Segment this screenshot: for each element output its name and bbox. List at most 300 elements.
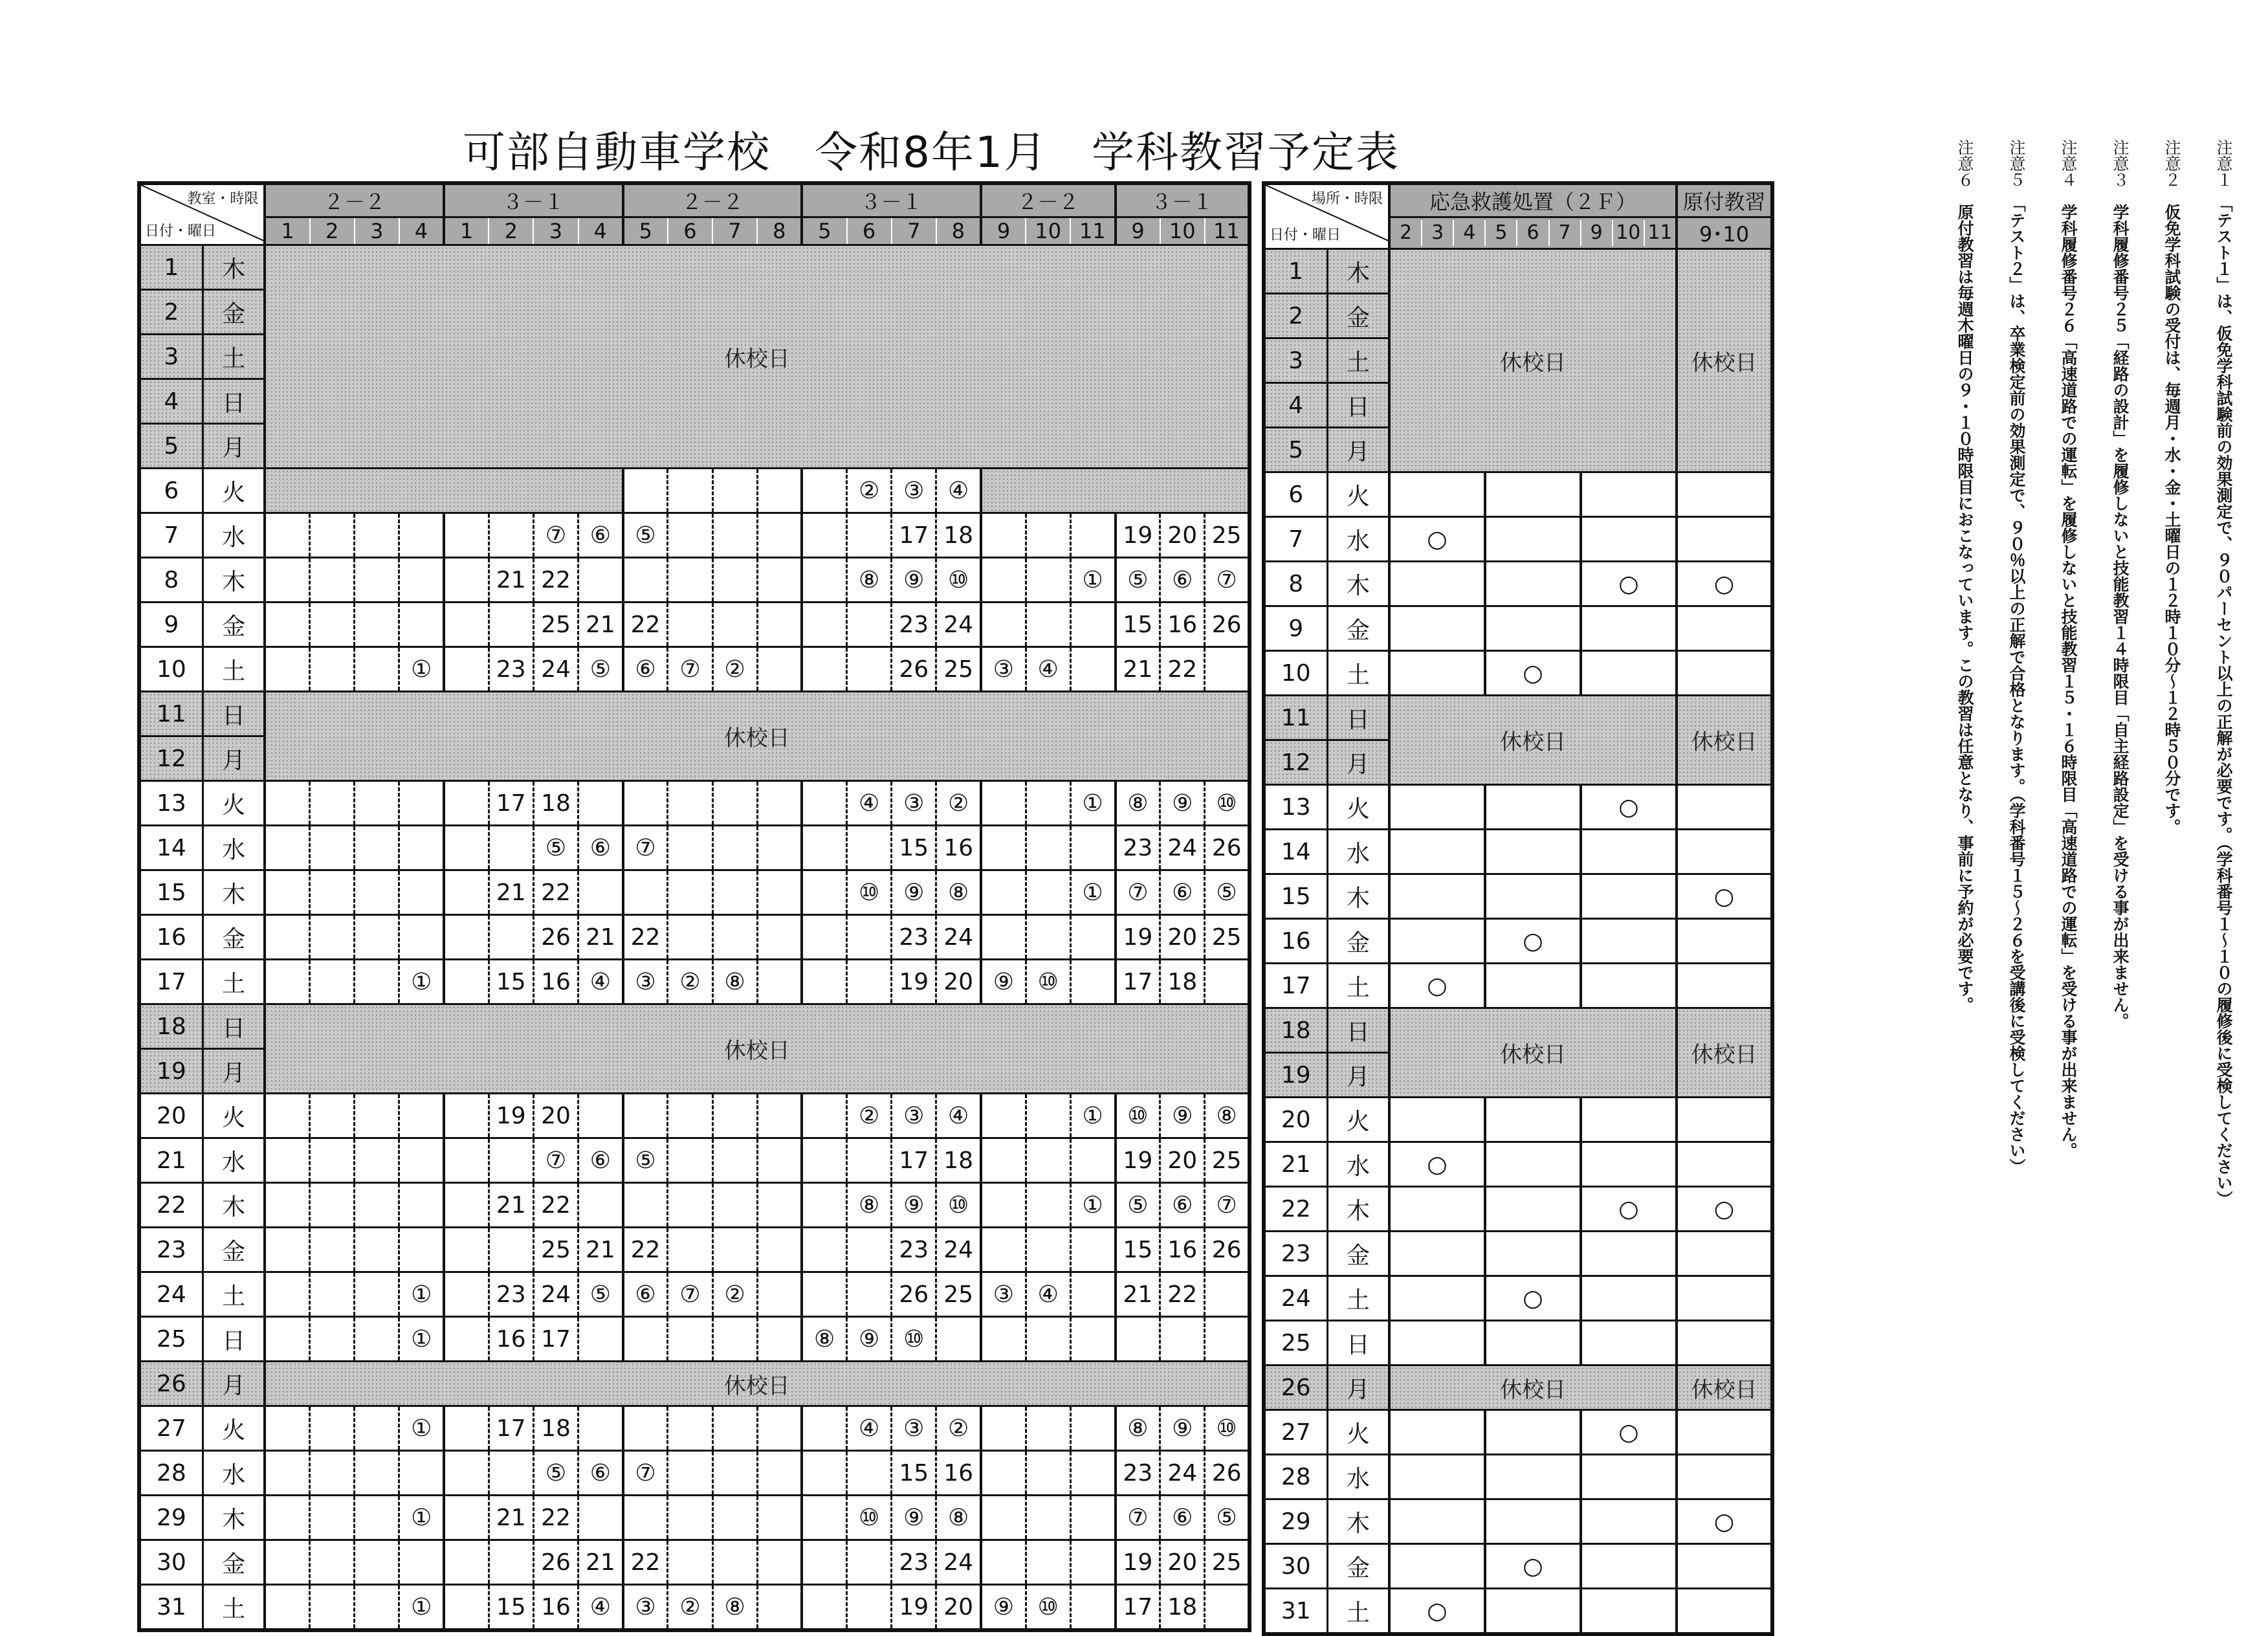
schedule-cell xyxy=(265,826,309,870)
schedule-cell xyxy=(1205,960,1250,1004)
schedule-cell: ⑤ xyxy=(578,1272,623,1317)
weekday-cell: 月 xyxy=(1327,428,1389,472)
schedule-cell xyxy=(265,1272,309,1317)
schedule-cell: 25 xyxy=(936,647,981,692)
side-mark-cell xyxy=(1677,1142,1772,1187)
schedule-cell: ④ xyxy=(578,1585,623,1631)
day-row xyxy=(139,1317,1250,1362)
date-cell: 20 xyxy=(1264,1098,1327,1142)
schedule-cell xyxy=(981,1540,1026,1585)
closed-block xyxy=(265,469,622,513)
schedule-cell: 26 xyxy=(533,915,578,960)
date-cell: 26 xyxy=(139,1362,203,1406)
schedule-cell: 21 xyxy=(1116,1272,1160,1317)
note-column xyxy=(2161,139,2182,1595)
schedule-cell xyxy=(802,1496,846,1540)
schedule-cell xyxy=(310,826,355,870)
side-mark-cell: ○ xyxy=(1581,785,1677,830)
schedule-cell xyxy=(578,558,623,602)
schedule-cell: ⑧ xyxy=(1116,781,1160,826)
side-corner-label-top: 場所・時限 xyxy=(1311,191,1383,207)
weekday-cell: 土 xyxy=(203,1272,265,1317)
schedule-cell xyxy=(757,513,802,558)
schedule-cell: ⑥ xyxy=(578,826,623,870)
schedule-cell xyxy=(265,1094,309,1138)
schedule-cell: 24 xyxy=(1160,826,1205,870)
schedule-cell: ⑦ xyxy=(1205,1183,1250,1228)
side-mark-cell xyxy=(1485,1187,1581,1232)
schedule-cell xyxy=(1070,1406,1115,1451)
day-row xyxy=(139,826,1250,870)
schedule-cell: 16 xyxy=(936,826,981,870)
day-row xyxy=(139,692,1250,736)
schedule-cell xyxy=(847,1272,892,1317)
schedule-cell xyxy=(1026,870,1070,915)
side-mark-cell xyxy=(1581,1499,1677,1544)
side-mark-cell xyxy=(1581,1098,1677,1142)
side-mark-cell xyxy=(1677,1276,1772,1321)
holiday-cell: 休校日 xyxy=(1389,1365,1677,1410)
schedule-cell: 22 xyxy=(533,1183,578,1228)
schedule-cell: ⑥ xyxy=(1160,870,1205,915)
day-row xyxy=(139,1228,1250,1272)
schedule-cell: ⑩ xyxy=(892,1317,936,1362)
date-cell: 22 xyxy=(1264,1187,1327,1232)
weekday-cell: 月 xyxy=(203,424,265,469)
side-mark-cell xyxy=(1389,785,1485,830)
weekday-cell: 土 xyxy=(203,1585,265,1631)
schedule-cell: ⑤ xyxy=(1205,870,1250,915)
schedule-cell: 22 xyxy=(623,602,668,647)
weekday-cell: 水 xyxy=(1327,1142,1389,1187)
weekday-cell: 土 xyxy=(1327,651,1389,696)
side-mark-cell xyxy=(1581,1276,1677,1321)
date-cell: 22 xyxy=(139,1183,203,1228)
schedule-cell: ③ xyxy=(981,647,1026,692)
schedule-cell xyxy=(668,469,712,513)
schedule-cell: 21 xyxy=(489,558,533,602)
weekday-cell: 木 xyxy=(1327,1187,1389,1232)
side-mark-cell xyxy=(1581,606,1677,651)
weekday-cell: 木 xyxy=(203,1496,265,1540)
schedule-cell xyxy=(757,558,802,602)
schedule-cell: 20 xyxy=(1160,1138,1205,1183)
date-cell: 17 xyxy=(1264,964,1327,1008)
header-corner xyxy=(139,183,265,245)
schedule-cell xyxy=(444,1272,489,1317)
schedule-cell xyxy=(802,1585,846,1631)
day-row xyxy=(139,1540,1250,1585)
schedule-cell xyxy=(355,1138,399,1183)
side-mark-cell xyxy=(1677,472,1772,517)
weekday-cell: 金 xyxy=(203,290,265,335)
main-schedule-table xyxy=(137,181,1251,1632)
date-cell: 21 xyxy=(1264,1142,1327,1187)
weekday-cell: 火 xyxy=(203,469,265,513)
schedule-cell xyxy=(1070,647,1115,692)
date-cell: 14 xyxy=(1264,830,1327,874)
side-mark-cell xyxy=(1581,517,1677,562)
schedule-cell: 24 xyxy=(936,915,981,960)
date-cell: 20 xyxy=(139,1094,203,1138)
schedule-cell xyxy=(802,1138,846,1183)
schedule-cell xyxy=(712,558,757,602)
schedule-cell: ⑩ xyxy=(1026,960,1070,1004)
period-header: 5 xyxy=(623,217,668,245)
period-header: 11 xyxy=(1070,217,1115,245)
schedule-cell xyxy=(712,915,757,960)
schedule-cell xyxy=(757,1272,802,1317)
schedule-cell xyxy=(668,513,712,558)
classroom-group-header: ２－２ xyxy=(981,183,1116,217)
day-row xyxy=(139,469,1250,513)
date-cell: 14 xyxy=(139,826,203,870)
schedule-cell xyxy=(802,602,846,647)
schedule-cell: 22 xyxy=(623,915,668,960)
schedule-cell xyxy=(355,1094,399,1138)
side-mark-cell xyxy=(1389,1455,1485,1499)
schedule-cell xyxy=(981,1496,1026,1540)
side-mark-cell xyxy=(1389,606,1485,651)
schedule-cell: 18 xyxy=(1160,1585,1205,1631)
schedule-cell xyxy=(757,1228,802,1272)
weekday-cell: 木 xyxy=(1327,1499,1389,1544)
side-corner-label-bottom: 日付・曜日 xyxy=(1270,227,1341,243)
schedule-cell xyxy=(847,915,892,960)
schedule-cell xyxy=(444,1585,489,1631)
side-mark-cell xyxy=(1485,964,1581,1008)
weekday-cell: 日 xyxy=(203,379,265,424)
schedule-cell xyxy=(712,1540,757,1585)
weekday-cell: 土 xyxy=(203,960,265,1004)
date-cell: 29 xyxy=(1264,1499,1327,1544)
schedule-cell xyxy=(355,1183,399,1228)
schedule-cell xyxy=(981,870,1026,915)
schedule-cell xyxy=(802,960,846,1004)
schedule-cell: ⑨ xyxy=(847,1317,892,1362)
schedule-cell: ③ xyxy=(623,1585,668,1631)
schedule-cell: 20 xyxy=(1160,915,1205,960)
schedule-cell: 23 xyxy=(892,602,936,647)
schedule-cell: ⑤ xyxy=(1116,1183,1160,1228)
weekday-cell: 金 xyxy=(1327,1544,1389,1589)
note-text: 「テスト１」は、仮免学科試験前の効果測定で、９０パーセント以上の正解が必要です。（学科番号１～１０の履修後に受検してください） xyxy=(2214,204,2233,1207)
weekday-cell: 金 xyxy=(203,602,265,647)
schedule-cell xyxy=(757,1406,802,1451)
side-day-row xyxy=(1264,1008,1772,1053)
schedule-cell: 17 xyxy=(892,513,936,558)
schedule-cell xyxy=(444,960,489,1004)
side-mark-cell xyxy=(1389,1187,1485,1232)
schedule-cell xyxy=(757,781,802,826)
weekday-cell: 月 xyxy=(1327,1365,1389,1410)
side-mark-cell xyxy=(1581,651,1677,696)
schedule-cell: ⑩ xyxy=(936,558,981,602)
period-header: 2 xyxy=(489,217,533,245)
note-label: 注意１ xyxy=(2214,139,2233,188)
schedule-cell: ① xyxy=(1070,870,1115,915)
schedule-cell: ④ xyxy=(578,960,623,1004)
schedule-cell xyxy=(444,1406,489,1451)
schedule-cell: 20 xyxy=(936,960,981,1004)
schedule-cell xyxy=(981,558,1026,602)
schedule-cell: 23 xyxy=(892,1540,936,1585)
schedule-cell xyxy=(355,1540,399,1585)
schedule-cell xyxy=(1205,1317,1250,1362)
schedule-cell xyxy=(757,1496,802,1540)
date-cell: 2 xyxy=(1264,294,1327,338)
classroom-group-header: ２－２ xyxy=(265,183,444,217)
closed-block xyxy=(981,469,1250,513)
schedule-cell xyxy=(1026,1406,1070,1451)
side-mark-cell xyxy=(1677,1321,1772,1365)
side-mark-cell: ○ xyxy=(1389,964,1485,1008)
classroom-group-header: ３－１ xyxy=(1116,183,1250,217)
schedule-cell xyxy=(712,1317,757,1362)
schedule-cell: ④ xyxy=(847,1406,892,1451)
side-day-row xyxy=(1264,1410,1772,1455)
schedule-cell xyxy=(310,1094,355,1138)
schedule-cell xyxy=(981,1317,1026,1362)
date-cell: 21 xyxy=(139,1138,203,1183)
weekday-cell: 日 xyxy=(1327,1321,1389,1365)
side-mark-cell xyxy=(1485,830,1581,874)
side-day-row xyxy=(1264,1455,1772,1499)
schedule-cell: 17 xyxy=(489,781,533,826)
weekday-cell: 水 xyxy=(203,513,265,558)
schedule-cell xyxy=(310,960,355,1004)
schedule-cell xyxy=(265,1451,309,1496)
schedule-cell xyxy=(399,602,444,647)
schedule-cell xyxy=(1205,1585,1250,1631)
schedule-cell: 22 xyxy=(533,1496,578,1540)
classroom-group-header: ２－２ xyxy=(623,183,802,217)
schedule-cell xyxy=(757,915,802,960)
schedule-cell xyxy=(668,602,712,647)
schedule-cell: 26 xyxy=(1205,602,1250,647)
schedule-cell xyxy=(444,1317,489,1362)
schedule-cell xyxy=(355,1496,399,1540)
schedule-cell: 22 xyxy=(623,1228,668,1272)
schedule-cell: 16 xyxy=(533,960,578,1004)
schedule-cell: 21 xyxy=(578,1540,623,1585)
schedule-cell xyxy=(757,826,802,870)
weekday-cell: 月 xyxy=(1327,1053,1389,1098)
schedule-cell xyxy=(489,602,533,647)
period-header: 6 xyxy=(668,217,712,245)
side-mark-cell xyxy=(1389,1276,1485,1321)
schedule-cell: ⑦ xyxy=(623,826,668,870)
date-cell: 3 xyxy=(139,335,203,379)
note-text: 「テスト２」は、卒業検定前の効果測定で、９０％以上の正解で合格となります。（学科番号１５～２６を受講後に受検してください） xyxy=(2007,204,2026,1175)
schedule-cell xyxy=(1070,1272,1115,1317)
schedule-cell: ⑦ xyxy=(668,1272,712,1317)
side-mark-cell xyxy=(1389,1544,1485,1589)
schedule-cell: 19 xyxy=(892,1585,936,1631)
day-row xyxy=(139,870,1250,915)
schedule-cell xyxy=(757,469,802,513)
schedule-cell xyxy=(310,1540,355,1585)
schedule-cell: 23 xyxy=(1116,1451,1160,1496)
schedule-cell xyxy=(399,1451,444,1496)
schedule-cell xyxy=(1070,1228,1115,1272)
schedule-cell xyxy=(712,1094,757,1138)
first-aid-period: 10 xyxy=(1612,220,1644,246)
side-mark-cell: ○ xyxy=(1485,919,1581,964)
schedule-cell: ⑨ xyxy=(1160,1094,1205,1138)
weekday-cell: 土 xyxy=(1327,964,1389,1008)
holiday-cell: 休校日 xyxy=(1677,1008,1772,1098)
schedule-cell: 25 xyxy=(936,1272,981,1317)
schedule-cell: ⑦ xyxy=(668,647,712,692)
schedule-cell xyxy=(310,1228,355,1272)
side-day-row xyxy=(1264,472,1772,517)
schedule-cell xyxy=(399,826,444,870)
schedule-cell: 17 xyxy=(892,1138,936,1183)
schedule-cell xyxy=(355,647,399,692)
side-day-row xyxy=(1264,1544,1772,1589)
period-header: 5 xyxy=(802,217,846,245)
schedule-cell xyxy=(1160,1317,1205,1362)
date-cell: 18 xyxy=(1264,1008,1327,1053)
schedule-cell xyxy=(623,870,668,915)
side-mark-cell xyxy=(1389,830,1485,874)
date-cell: 19 xyxy=(139,1049,203,1094)
schedule-cell xyxy=(310,513,355,558)
date-cell: 18 xyxy=(139,1004,203,1049)
period-header: 7 xyxy=(892,217,936,245)
weekday-cell: 金 xyxy=(1327,1232,1389,1276)
schedule-cell xyxy=(355,1317,399,1362)
schedule-cell: ① xyxy=(1070,781,1115,826)
weekday-cell: 土 xyxy=(203,335,265,379)
schedule-cell xyxy=(802,1540,846,1585)
schedule-cell xyxy=(355,826,399,870)
schedule-cell: ⑩ xyxy=(1116,1094,1160,1138)
schedule-cell: ⑩ xyxy=(847,870,892,915)
side-mark-cell xyxy=(1677,1589,1772,1635)
date-cell: 5 xyxy=(1264,428,1327,472)
schedule-cell xyxy=(310,1183,355,1228)
schedule-cell xyxy=(712,602,757,647)
period-header: 8 xyxy=(757,217,802,245)
schedule-cell: 16 xyxy=(936,1451,981,1496)
note-label: 注意４ xyxy=(2059,139,2078,188)
schedule-cell: 24 xyxy=(533,1272,578,1317)
schedule-cell xyxy=(847,647,892,692)
schedule-cell: ⑨ xyxy=(1160,1406,1205,1451)
schedule-cell xyxy=(802,1094,846,1138)
schedule-cell xyxy=(623,1183,668,1228)
schedule-cell xyxy=(310,1585,355,1631)
schedule-cell: 15 xyxy=(1116,602,1160,647)
schedule-cell xyxy=(712,1451,757,1496)
schedule-cell xyxy=(355,1272,399,1317)
schedule-cell xyxy=(757,647,802,692)
side-day-row xyxy=(1264,1232,1772,1276)
schedule-cell xyxy=(712,469,757,513)
schedule-cell: ⑨ xyxy=(981,1585,1026,1631)
schedule-cell: ⑦ xyxy=(1116,870,1160,915)
schedule-cell: 15 xyxy=(489,960,533,1004)
schedule-cell: ⑤ xyxy=(623,513,668,558)
schedule-cell xyxy=(265,1540,309,1585)
weekday-cell: 水 xyxy=(1327,1455,1389,1499)
schedule-cell: 16 xyxy=(533,1585,578,1631)
schedule-cell: 17 xyxy=(533,1317,578,1362)
schedule-cell xyxy=(668,1183,712,1228)
period-header: 4 xyxy=(399,217,444,245)
schedule-cell xyxy=(981,1094,1026,1138)
schedule-cell xyxy=(847,513,892,558)
schedule-cell xyxy=(712,1496,757,1540)
schedule-cell: 18 xyxy=(1160,960,1205,1004)
schedule-cell xyxy=(310,647,355,692)
schedule-cell xyxy=(444,1138,489,1183)
side-mark-cell xyxy=(1677,1544,1772,1589)
date-cell: 12 xyxy=(139,736,203,781)
schedule-cell: ⑥ xyxy=(1160,1183,1205,1228)
schedule-cell xyxy=(1026,915,1070,960)
schedule-cell: 21 xyxy=(578,1228,623,1272)
side-mark-cell xyxy=(1677,1232,1772,1276)
side-mark-cell xyxy=(1485,785,1581,830)
schedule-cell xyxy=(802,1406,846,1451)
date-cell: 31 xyxy=(1264,1589,1327,1635)
schedule-cell: ⑦ xyxy=(533,513,578,558)
schedule-cell: 15 xyxy=(1116,1228,1160,1272)
period-header: 1 xyxy=(265,217,309,245)
side-mark-cell xyxy=(1677,1410,1772,1455)
schedule-cell: ⑦ xyxy=(623,1451,668,1496)
schedule-cell xyxy=(1070,1317,1115,1362)
moped-header: 原付教習 xyxy=(1677,183,1772,217)
period-header: 11 xyxy=(1205,217,1250,245)
schedule-cell xyxy=(444,826,489,870)
schedule-cell xyxy=(936,1317,981,1362)
date-cell: 7 xyxy=(139,513,203,558)
weekday-cell: 火 xyxy=(203,1406,265,1451)
schedule-cell: ① xyxy=(1070,558,1115,602)
schedule-cell xyxy=(355,870,399,915)
schedule-cell xyxy=(444,647,489,692)
schedule-cell xyxy=(1026,781,1070,826)
moped-period: 9･10 xyxy=(1677,217,1772,249)
schedule-cell: ⑧ xyxy=(936,870,981,915)
schedule-cell: ⑥ xyxy=(623,1272,668,1317)
weekday-cell: 火 xyxy=(203,1094,265,1138)
first-aid-period: 3 xyxy=(1421,220,1453,246)
schedule-cell xyxy=(1070,826,1115,870)
schedule-cell xyxy=(1070,602,1115,647)
schedule-cell xyxy=(1070,1585,1115,1631)
date-cell: 24 xyxy=(1264,1276,1327,1321)
schedule-cell xyxy=(757,1183,802,1228)
weekday-cell: 日 xyxy=(203,692,265,736)
schedule-cell xyxy=(847,1451,892,1496)
date-cell: 28 xyxy=(1264,1455,1327,1499)
schedule-cell: ② xyxy=(712,1272,757,1317)
weekday-cell: 水 xyxy=(203,1451,265,1496)
date-cell: 17 xyxy=(139,960,203,1004)
side-mark-cell xyxy=(1581,874,1677,919)
schedule-cell: ⑨ xyxy=(892,558,936,602)
schedule-cell: ⑩ xyxy=(847,1496,892,1540)
schedule-cell xyxy=(265,513,309,558)
holiday-cell: 休校日 xyxy=(1389,696,1677,785)
note-column xyxy=(1954,139,1975,1595)
schedule-cell xyxy=(623,1317,668,1362)
